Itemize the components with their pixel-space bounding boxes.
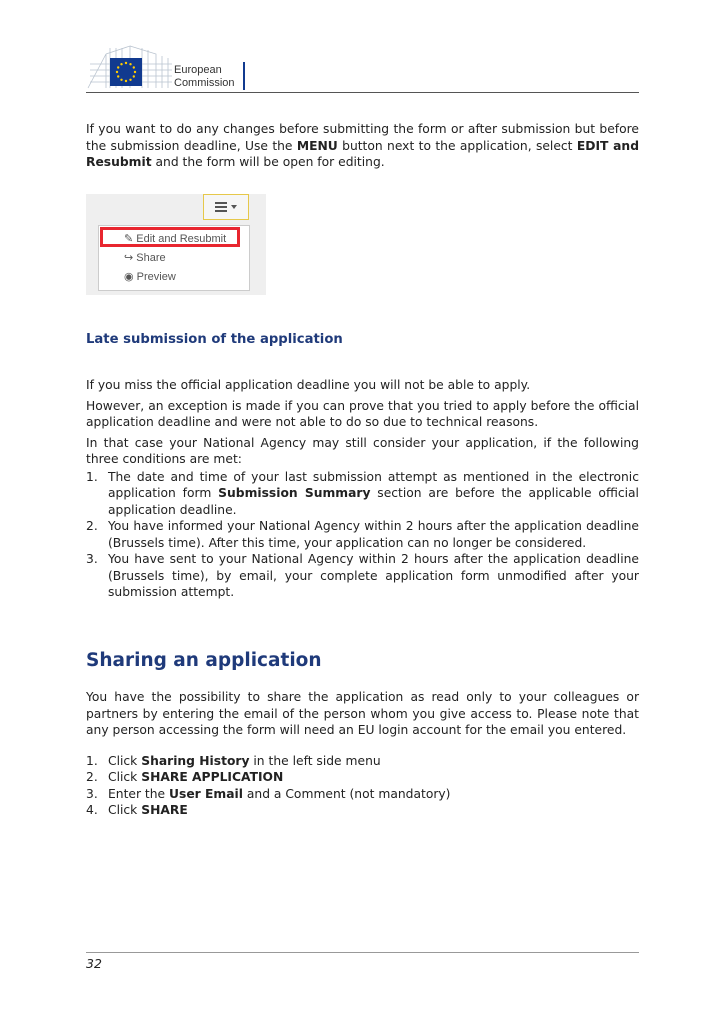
- item-text: section are before the applicable official application deadline.: [108, 486, 639, 517]
- list-item: [86, 753, 639, 770]
- sharing-heading: Sharing an application: [86, 650, 322, 671]
- page-number: 32: [86, 956, 102, 971]
- caret-down-icon: [231, 205, 237, 209]
- intro-section: [86, 121, 639, 171]
- step-bold: Sharing History: [141, 753, 250, 768]
- step-text: in the left side menu: [249, 753, 381, 768]
- logo-wordmark: [174, 64, 235, 90]
- menu-item-edit-resubmit[interactable]: [124, 232, 226, 245]
- menu-button[interactable]: [203, 194, 249, 220]
- late-paragraph-1: If you miss the official application deadline you will not be able to apply.: [86, 378, 531, 392]
- list-item: [86, 769, 639, 786]
- logo-divider: [243, 62, 245, 90]
- late-submission-section: [86, 377, 639, 601]
- step-bold: SHARE APPLICATION: [141, 770, 284, 784]
- menu-item-preview[interactable]: [124, 270, 176, 283]
- menu-item-label: Share: [136, 252, 166, 264]
- list-number: 3.: [86, 552, 98, 566]
- late-paragraph-3: In that case your National Agency may still consider your application, if the following three conditions are met:: [86, 435, 639, 466]
- list-number: 2.: [86, 770, 98, 784]
- sharing-paragraph: You have the possibility to share the application as read only to your colleagues or partners by entering the email of the person whom you give access to. Please note that any person accessing the form will need an EU login account for the email you entered.: [86, 690, 639, 737]
- intro-text-3: and the form will be open for editing.: [151, 155, 385, 169]
- footer-rule: [86, 952, 639, 953]
- eu-flag-icon: [110, 58, 142, 86]
- list-item: [86, 518, 639, 551]
- list-number: 2.: [86, 519, 98, 533]
- step-text: Click: [108, 770, 142, 784]
- edit-resubmit-bold: EDIT and Resubmit: [86, 138, 639, 169]
- list-item: [86, 469, 639, 519]
- step-bold: User Email: [169, 786, 243, 801]
- share-arrow-icon: ↪: [124, 252, 134, 264]
- list-number: 1.: [86, 753, 98, 768]
- submission-summary-bold: Submission Summary: [218, 486, 371, 500]
- item-text: You have informed your National Agency within 2 hours after the application deadline (Brussels time). After this time, your application can no longer be considered.: [108, 519, 639, 550]
- european-commission-logo: [86, 44, 246, 90]
- header-rule: [86, 92, 639, 93]
- list-number: 1.: [86, 469, 98, 484]
- late-paragraph-2: However, an exception is made if you can prove that you tried to apply before the official application deadline and were not able to do so due to technical reasons.: [86, 398, 639, 429]
- list-item: [86, 551, 639, 601]
- hamburger-icon: [215, 202, 227, 212]
- list-number: 4.: [86, 803, 98, 817]
- list-item: [86, 802, 639, 819]
- late-submission-heading: Late submission of the application: [86, 332, 343, 347]
- step-bold: SHARE: [141, 803, 188, 817]
- conditions-list: [86, 469, 639, 601]
- logo-line-1: European: [174, 64, 222, 76]
- intro-text-1: If you want to do any changes before submitting the form or after submission but before the submission deadline, Use the: [86, 122, 639, 153]
- menu-item-label: Preview: [136, 271, 176, 283]
- pencil-icon: ✎: [124, 233, 134, 245]
- item-text: The date and time of your last submission attempt as mentioned in the electronic application form: [108, 469, 639, 500]
- list-item: [86, 786, 639, 803]
- menu-item-label: Edit and Resubmit: [136, 233, 227, 245]
- menu-bold: MENU: [296, 138, 338, 153]
- eye-icon: ◉: [124, 271, 134, 283]
- list-number: 3.: [86, 786, 98, 801]
- sharing-section: [86, 689, 639, 819]
- menu-screenshot-figure: [86, 194, 266, 295]
- intro-text-2: button next to the application, select: [337, 138, 577, 153]
- step-text: Click: [108, 753, 142, 768]
- page-header: [86, 42, 639, 94]
- step-text: and a Comment (not mandatory): [242, 786, 451, 801]
- sharing-steps-list: [86, 753, 639, 819]
- item-text: You have sent to your National Agency within 2 hours after the application deadline (Brussels time), by email, your complete application form unmodified after your submission attempt.: [108, 552, 639, 599]
- step-text: Click: [108, 803, 142, 817]
- step-text: Enter the: [108, 786, 170, 801]
- logo-line-2: Commission: [174, 77, 235, 89]
- menu-item-share[interactable]: [124, 251, 166, 264]
- intro-paragraph: [86, 121, 639, 171]
